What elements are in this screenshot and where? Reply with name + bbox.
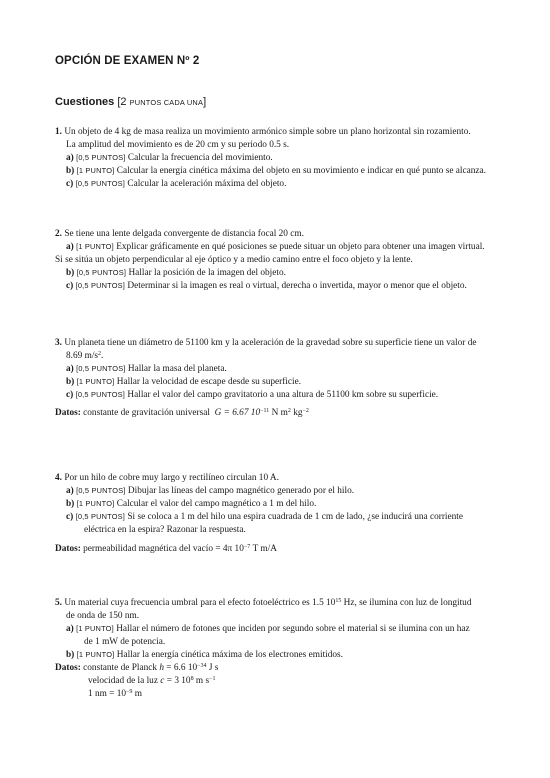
- q1-part-a: a) [0,5 PUNTOS] Calcular la frecuencia del movimiento.: [66, 153, 273, 163]
- q1-c-points: [0,5 PUNTOS]: [75, 179, 126, 188]
- q5-a-points: [1 PUNTO]: [76, 624, 114, 633]
- q2-number: 2.: [55, 229, 62, 239]
- q4-datos: Datos: permeabilidad magnética del vacío = 4π $10^{-7}$ T m/A: [55, 544, 277, 554]
- q1-b-points: [1 PUNTO]: [76, 166, 115, 175]
- q1-text-line2: La amplitud del movimiento es de 20 cm y su periodo 0.5 s.: [66, 140, 290, 150]
- q2-a-points: [1 PUNTO]: [76, 242, 114, 251]
- page-title: OPCIÓN DE EXAMEN Nº 2: [55, 55, 200, 67]
- section-points: [2 PUNTOS CADA UNA]: [117, 96, 207, 108]
- section-label: Cuestiones: [55, 96, 115, 108]
- q3-part-b: b) [1 PUNTO] Hallar la velocidad de escape desde su superficie.: [66, 377, 302, 387]
- q5-b-points: [1 PUNTO]: [76, 650, 115, 659]
- q4-part-a: a) [0,5 PUNTOS] Dibujar las líneas del campo magnético generado por el hilo.: [66, 486, 355, 496]
- q2-b-points: [0,5 PUNTOS]: [76, 268, 127, 277]
- q5-datos-line3: 1 nm = $10^{-9}$ m: [88, 689, 142, 699]
- q3-datos: Datos: constante de gravitación universal G = 6.67 $10^{-11}$ N $m^2$ $kg^{-2}$: [55, 408, 309, 418]
- q3-b-points: [1 PUNTO]: [76, 377, 115, 386]
- q4-part-c: c) [0,5 PUNTOS] Si se coloca a 1 m del hilo una espira cuadrada de 1 cm de lado, ¿se inducirá una corriente: [66, 512, 463, 522]
- q1-part-b: b) [1 PUNTO] Calcular la energía cinética máxima del objeto en su movimiento e indicar en qué punto se alcanza.: [66, 166, 486, 176]
- q1-part-c: c) [0,5 PUNTOS] Calcular la aceleración máxima del objeto.: [66, 179, 287, 189]
- q2-part-b: b) [0,5 PUNTOS] Hallar la posición de la imagen del objeto.: [66, 268, 286, 278]
- q2-c-points: [0,5 PUNTOS]: [75, 281, 126, 290]
- q5-number: 5.: [55, 598, 62, 608]
- q1-statement: [55, 128, 471, 137]
- q3-text-line2: 8.69 $m/s^2$.: [66, 351, 104, 361]
- q5-datos-line2: velocidad de la luz c = 3 $10^8$ m $s^{-1}$: [88, 676, 216, 686]
- q3-a-points: [0,5 PUNTOS]: [76, 364, 126, 373]
- q5-part-a: a) [1 PUNTO] Hallar el número de fotones que inciden por segundo sobre el material si se ilumina con un haz: [66, 624, 470, 634]
- section-heading: [55, 96, 206, 108]
- q3-c-points: [0,5 PUNTOS]: [75, 390, 126, 399]
- q3-number: 3.: [55, 338, 62, 348]
- q2-mid-text: Si se sitúa un objeto perpendicular al eje óptico y a medio camino entre el foco objeto y la lente.: [55, 255, 413, 265]
- q2-part-c: c) [0,5 PUNTOS] Determinar si la imagen es real o virtual, derecha o invertida, mayor o menor que el objeto.: [66, 281, 467, 291]
- q1-a-points: [0,5 PUNTOS]: [76, 153, 126, 162]
- q3-part-c: c) [0,5 PUNTOS] Hallar el valor del campo gravitatorio a una altura de 51100 km sobre su superficie.: [66, 390, 439, 400]
- q4-part-b: b) [1 PUNTO] Calcular el valor del campo magnético a 1 m del hilo.: [66, 499, 317, 509]
- q5-part-b: b) [1 PUNTO] Hallar la energía cinética máxima de los electrones emitidos.: [66, 650, 343, 660]
- q3-part-a: a) [0,5 PUNTOS] Hallar la masa del planeta.: [66, 364, 227, 374]
- q3-statement: 3. Un planeta tiene un diámetro de 51100 km y la aceleración de la gravedad sobre su superficie tiene un valor de: [55, 338, 477, 348]
- q1-text-line1: Un objeto de 4 kg de masa realiza un movimiento armónico simple sobre un plano horizontal sin rozamiento.: [64, 127, 471, 137]
- q4-b-points: [1 PUNTO]: [76, 499, 115, 508]
- q5-datos-line1: Datos: constante de Planck h = 6.6 $10^{-34}$ J s: [55, 663, 219, 673]
- q1-number: 1.: [55, 127, 62, 137]
- q4-number: 4.: [55, 473, 62, 483]
- q5-part-a-line2: de 1 mW de potencia.: [84, 637, 166, 647]
- q2-statement: 2. Se tiene una lente delgada convergente de distancia focal 20 cm.: [55, 229, 304, 239]
- q5-statement: 5. Un material cuya frecuencia umbral para el efecto fotoeléctrico es 1.5 $10^{15}$ Hz, se ilumina con luz de longitud: [55, 598, 472, 608]
- q4-statement: 4. Por un hilo de cobre muy largo y rectilíneo circulan 10 A.: [55, 473, 279, 483]
- q4-part-c-line2: eléctrica en la espira? Razonar la respuesta.: [84, 525, 246, 535]
- q4-c-points: [0,5 PUNTOS]: [75, 512, 126, 521]
- q5-text-line2: de onda de 150 nm.: [66, 611, 140, 621]
- q4-a-points: [0,5 PUNTOS]: [76, 486, 126, 495]
- q2-part-a: a) [1 PUNTO] Explicar gráficamente en qué posiciones se puede situar un objeto para obtener una imagen virtual.: [66, 242, 485, 252]
